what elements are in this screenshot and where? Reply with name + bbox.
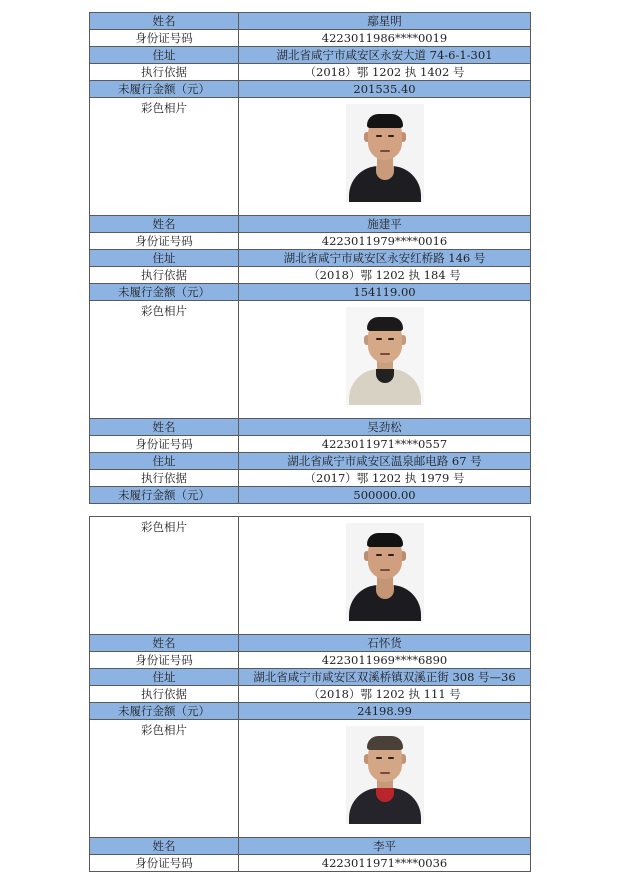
photo-label: 彩色相片 — [90, 517, 239, 635]
amount-row — [90, 703, 531, 720]
basis-label: 执行依据 — [90, 686, 239, 703]
id-value: 4223011986****0019 — [239, 30, 531, 47]
amount-label: 未履行金额（元） — [90, 703, 239, 720]
basis-row — [90, 64, 531, 81]
photo-label: 彩色相片 — [90, 301, 239, 419]
id-label: 身份证号码 — [90, 436, 239, 453]
address-value: 湖北省咸宁市咸安区温泉邮电路 67 号 — [239, 453, 531, 470]
id-row — [90, 436, 531, 453]
photo-row — [90, 720, 531, 838]
basis-value: （2018）鄂 1202 执 111 号 — [239, 686, 531, 703]
amount-value: 500000.00 — [239, 487, 531, 504]
name-value: 李平 — [239, 838, 531, 855]
id-label: 身份证号码 — [90, 855, 239, 872]
amount-row — [90, 487, 531, 504]
amount-row — [90, 81, 531, 98]
name-label: 姓名 — [90, 216, 239, 233]
id-label: 身份证号码 — [90, 652, 239, 669]
basis-value: （2017）鄂 1202 执 1979 号 — [239, 470, 531, 487]
basis-value: （2018）鄂 1202 执 1402 号 — [239, 64, 531, 81]
address-value: 湖北省咸宁市咸安区永安红桥路 146 号 — [239, 250, 531, 267]
name-row — [90, 838, 531, 855]
amount-label: 未履行金额（元） — [90, 487, 239, 504]
debtor-table-1 — [89, 12, 531, 504]
name-row — [90, 13, 531, 30]
id-row — [90, 233, 531, 250]
debtor-table-2 — [89, 516, 531, 720]
address-row — [90, 669, 531, 686]
name-label: 姓名 — [90, 419, 239, 436]
portrait-photo — [346, 307, 424, 405]
name-label: 姓名 — [90, 13, 239, 30]
id-value: 4223011979****0016 — [239, 233, 531, 250]
amount-value: 201535.40 — [239, 81, 531, 98]
basis-value: （2018）鄂 1202 执 184 号 — [239, 267, 531, 284]
photo-label: 彩色相片 — [90, 720, 239, 838]
address-row — [90, 47, 531, 64]
name-row — [90, 216, 531, 233]
basis-row — [90, 686, 531, 703]
debtor-table-3 — [89, 719, 531, 872]
photo-row — [90, 301, 531, 419]
name-value: 吴劲松 — [239, 419, 531, 436]
address-label: 住址 — [90, 250, 239, 267]
address-value: 湖北省咸宁市咸安区双溪桥镇双溪正街 308 号—36 — [239, 669, 531, 686]
basis-row — [90, 267, 531, 284]
address-value: 湖北省咸宁市咸安区永安大道 74-6-1-301 — [239, 47, 531, 64]
photo-cell — [239, 517, 531, 635]
photo-label: 彩色相片 — [90, 98, 239, 216]
portrait-photo — [346, 523, 424, 621]
photo-cell — [239, 98, 531, 216]
id-label: 身份证号码 — [90, 30, 239, 47]
address-row — [90, 250, 531, 267]
portrait-photo — [346, 104, 424, 202]
basis-label: 执行依据 — [90, 470, 239, 487]
address-label: 住址 — [90, 453, 239, 470]
name-label: 姓名 — [90, 635, 239, 652]
name-value: 鄢星明 — [239, 13, 531, 30]
id-value: 4223011971****0036 — [239, 855, 531, 872]
basis-label: 执行依据 — [90, 64, 239, 81]
portrait-photo — [346, 726, 424, 824]
address-row — [90, 453, 531, 470]
id-row — [90, 30, 531, 47]
id-row — [90, 652, 531, 669]
name-value: 施建平 — [239, 216, 531, 233]
photo-row — [90, 517, 531, 635]
photo-cell — [239, 720, 531, 838]
address-label: 住址 — [90, 47, 239, 64]
id-value: 4223011971****0557 — [239, 436, 531, 453]
name-label: 姓名 — [90, 838, 239, 855]
amount-label: 未履行金额（元） — [90, 284, 239, 301]
id-row — [90, 855, 531, 872]
name-row — [90, 419, 531, 436]
photo-row — [90, 98, 531, 216]
amount-row — [90, 284, 531, 301]
amount-value: 154119.00 — [239, 284, 531, 301]
basis-label: 执行依据 — [90, 267, 239, 284]
amount-label: 未履行金额（元） — [90, 81, 239, 98]
id-label: 身份证号码 — [90, 233, 239, 250]
basis-row — [90, 470, 531, 487]
name-row — [90, 635, 531, 652]
photo-cell — [239, 301, 531, 419]
address-label: 住址 — [90, 669, 239, 686]
name-value: 石怀货 — [239, 635, 531, 652]
amount-value: 24198.99 — [239, 703, 531, 720]
id-value: 4223011969****6890 — [239, 652, 531, 669]
